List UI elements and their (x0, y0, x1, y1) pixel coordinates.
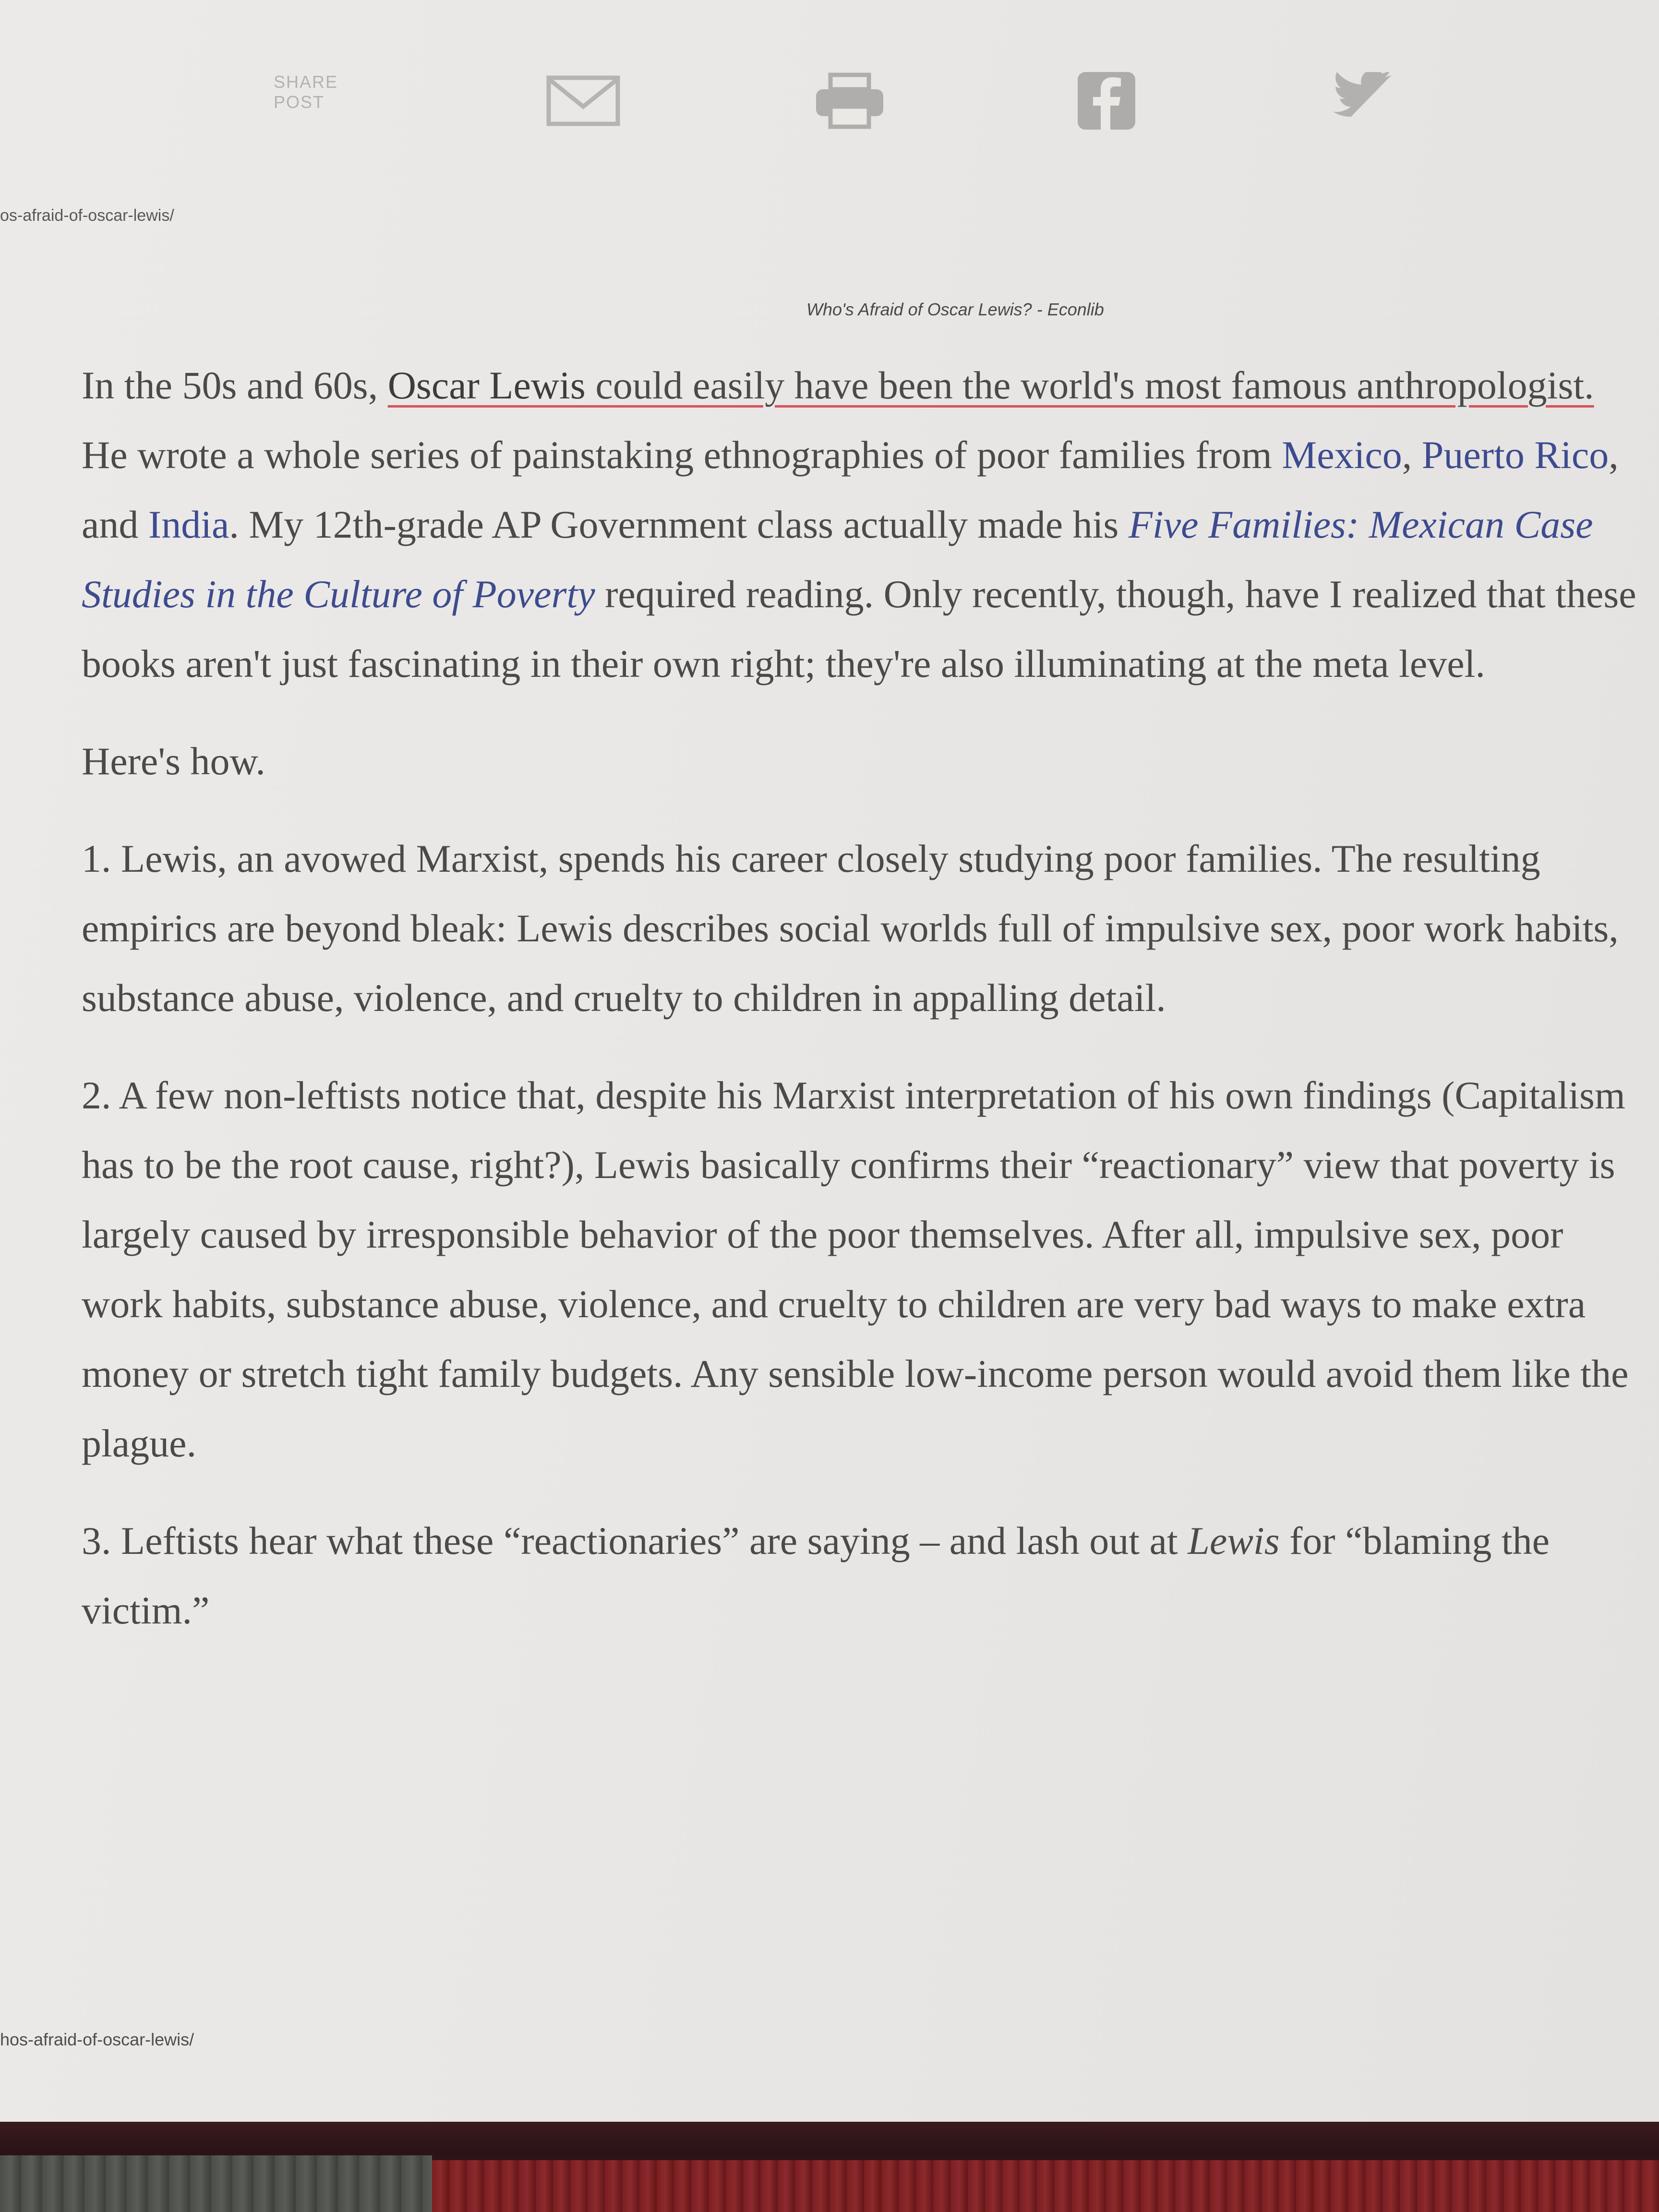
paragraph-point-2: 2. A few non-leftists notice that, despite his Marxist interpretation of his own findings (Capitalism has to be the root cause, right?), Lewis basically confirms their “reactionary” view that poverty is largely caused by irresponsible behavior of the poor themselves. After all, impulsive sex, poor work habits, substance abuse, violence, and cruelty to children are very bad ways to make extra money or stretch tight family budgets. Any sensible low-income person would avoid them like the plague. (82, 1073, 1629, 1465)
share-post-label: SHARE POST (274, 72, 338, 112)
text-segment: for “blaming the victim.” (82, 1519, 1550, 1632)
link-india[interactable]: India (148, 503, 229, 546)
mail-icon[interactable] (545, 72, 622, 130)
running-title: Who's Afraid of Oscar Lewis? - Econlib (806, 300, 1104, 319)
link-mexico[interactable]: Mexico (1282, 433, 1402, 477)
share-bar (0, 72, 1659, 134)
twitter-icon[interactable] (1325, 72, 1402, 130)
print-url-header: os-afraid-of-oscar-lewis/ (0, 206, 174, 225)
emphasis-lewis: Lewis (1188, 1519, 1280, 1563)
text-segment: . My 12th-grade AP Government class actually made his (229, 503, 1129, 546)
text-segment: In the 50s and 60s, (82, 363, 388, 407)
facebook-icon[interactable] (1068, 72, 1145, 130)
paragraph-heres-how: Here's how. (82, 739, 265, 783)
floor-rug (432, 2160, 1659, 2212)
text-segment: required reading. Only recently, though, have I realized that these books aren't just fascinating in their own right; they're also illuminating at the meta level. (82, 572, 1636, 685)
oscar-lewis-name: Oscar Lewis (387, 363, 586, 407)
text-segment: He wrote a whole series of painstaking ethnographies of poor families from (82, 433, 1282, 477)
link-five-families-book[interactable]: Five Families: Mexican Case Studies in the Culture of Poverty (82, 503, 1593, 616)
background-floor (0, 2122, 1659, 2212)
underlined-claim: could easily have been the world's most famous anthropologist. (585, 363, 1594, 407)
print-url-footer: hos-afraid-of-oscar-lewis/ (0, 2030, 194, 2049)
text-segment: , (1402, 433, 1422, 477)
text-segment: , and (82, 433, 1619, 546)
link-puerto-rico[interactable]: Puerto Rico (1421, 433, 1609, 477)
article-body (82, 350, 1637, 1673)
floor-mat (0, 2155, 432, 2212)
paragraph-intro (82, 350, 1637, 698)
paragraph-point-1: 1. Lewis, an avowed Marxist, spends his career closely studying poor families. The resulting empirics are beyond bleak: Lewis describes social worlds full of impulsive sex, poor work habits, substance abuse, violence, and cruelty to children in appalling detail. (82, 837, 1619, 1020)
print-icon[interactable] (811, 72, 888, 130)
text-segment: 3. Leftists hear what these “reactionaries” are saying – and lash out at (82, 1519, 1188, 1563)
paragraph-point-3 (82, 1506, 1637, 1645)
